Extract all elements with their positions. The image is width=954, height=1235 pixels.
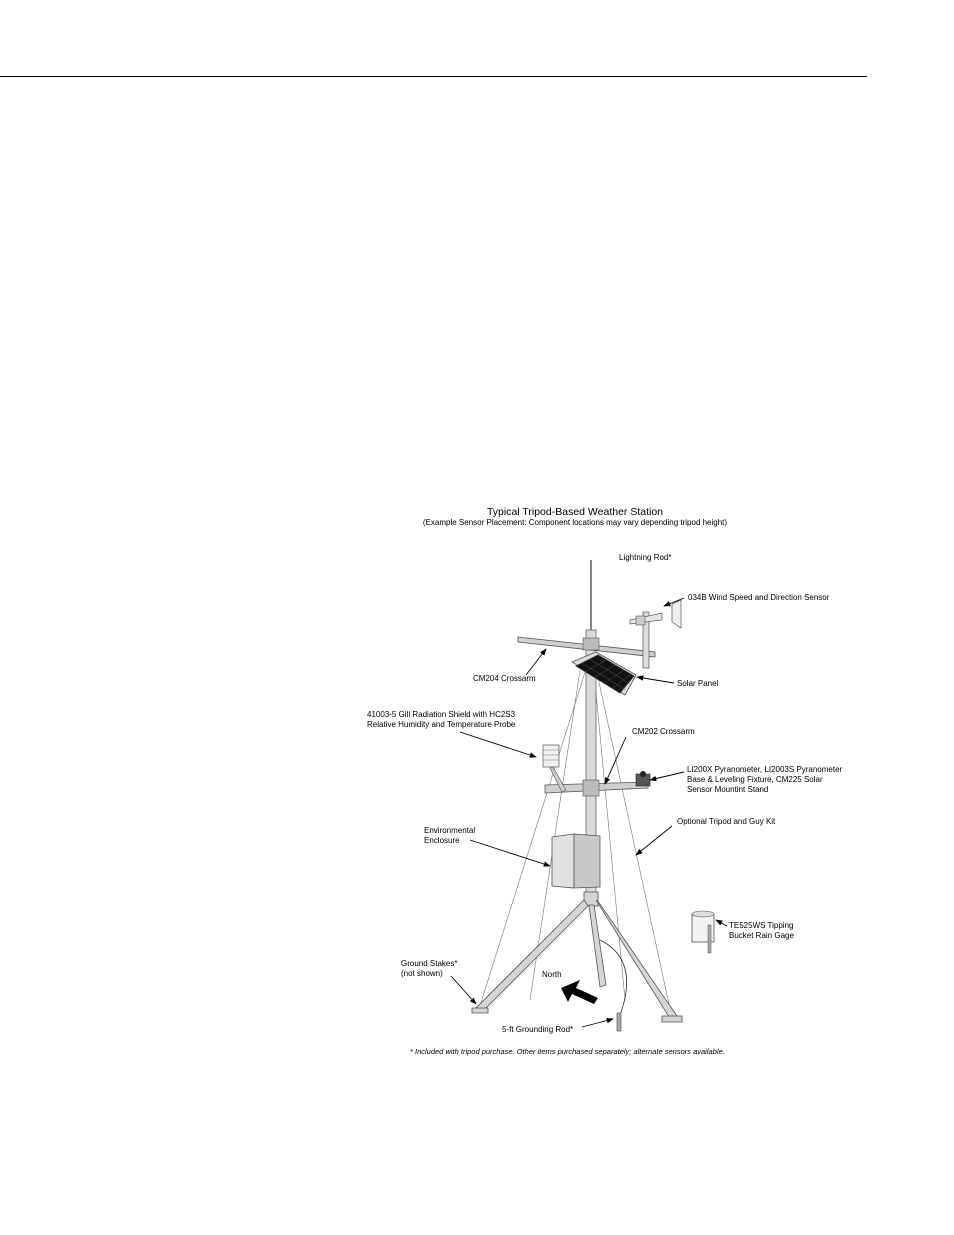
label-grounding-rod: 5-ft Grounding Rod* (502, 1025, 574, 1034)
label-solar-panel: Solar Panel (677, 679, 719, 688)
label-lightning-rod: Lightning Rod* (619, 553, 672, 562)
figure-footnote: * Included with tripod purchase. Other items purchased separately; alternate sensors available. (410, 1047, 725, 1056)
label-ground-stakes: Ground Stakes* (not shown) (401, 959, 458, 978)
label-environmental-enclosure: Environmental Enclosure (424, 826, 476, 845)
label-pyranometer: LI200X Pyranometer, LI2003S Pyranometer Base & Leveling Fixture, CM225 Solar Sensor Mountint Stand (687, 765, 843, 794)
label-cm204-crossarm: CM204 Crossarm (473, 674, 536, 683)
north-arrow-icon (561, 980, 598, 1004)
solar-panel (572, 652, 636, 695)
label-guy-kit: Optional Tripod and Guy Kit (677, 817, 776, 826)
tripod (472, 892, 682, 1022)
label-radiation-shield: 41003-5 Gill Radiation Shield with HC2S3 Relative Humidity and Temperature Probe (367, 710, 516, 729)
label-wind-sensor: 034B Wind Speed and Direction Sensor (688, 593, 830, 602)
figure-subtitle: (Example Sensor Placement: Component locations may vary depending tripod height) (422, 518, 728, 527)
rain-gage-te525ws (692, 911, 714, 953)
wind-sensor-034b (630, 600, 681, 668)
label-rain-gage: TE525WS Tipping Bucket Rain Gage (729, 921, 794, 940)
grounding-rod (617, 1013, 621, 1031)
figure-title: Typical Tripod-Based Weather Station (486, 506, 664, 518)
label-north: North (542, 970, 562, 979)
environmental-enclosure (552, 834, 600, 888)
pyranometer (636, 771, 650, 786)
label-cm202-crossarm: CM202 Crossarm (632, 727, 695, 736)
